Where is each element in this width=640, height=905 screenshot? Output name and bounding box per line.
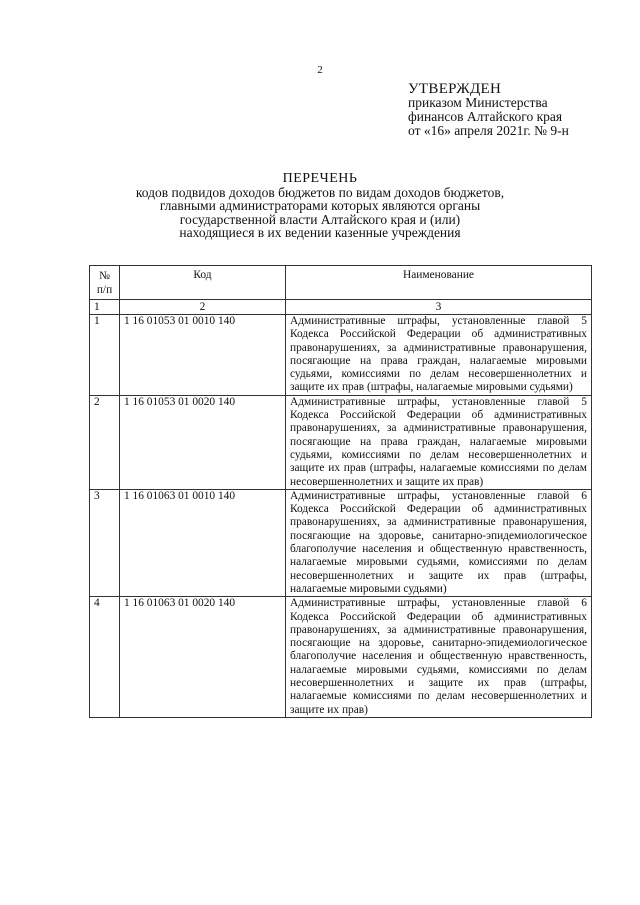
title-line: главными администраторами которых являются органы (159, 198, 481, 214)
table-header-row (90, 266, 592, 300)
title-line: государственной власти Алтайского края и (или) (179, 211, 461, 227)
row-code: 1 16 01063 01 0010 140 (120, 489, 286, 596)
header-number (90, 266, 120, 300)
row-number: 2 (90, 395, 120, 489)
column-index: 3 (286, 300, 592, 315)
table-row (90, 395, 592, 489)
title-heading: ПЕРЕЧЕНЬ (282, 171, 358, 186)
approval-block (408, 82, 569, 138)
table-row (90, 315, 592, 396)
row-name: Административные штрафы, установленные главой 5 Кодекса Российской Федерации об административных правонарушениях, за административные правонарушения, посягающие на права граждан, налагаемые мировыми судьями, комиссиями по делам несовершеннолетних и защите их прав (штрафы, налагаемые мировыми судьями) (286, 315, 592, 396)
approval-heading: УТВЕРЖДЕН (408, 81, 502, 97)
row-name: Административные штрафы, установленные главой 5 Кодекса Российской Федерации об административных правонарушениях, за административные правонарушения, посягающие на права граждан, налагаемые мировыми судьями, комиссиями по делам несовершеннолетних и защите их прав (штрафы, налагаемые комиссиями по делам несовершеннолетних и защите их прав) (286, 395, 592, 489)
title-line: кодов подвидов доходов бюджетов по видам доходов бюджетов, (135, 184, 505, 200)
income-codes-table (89, 265, 592, 718)
header-name: Наименование (286, 266, 592, 300)
approval-line: приказом Министерства (408, 95, 548, 110)
row-name: Административные штрафы, установленные главой 6 Кодекса Российской Федерации об административных правонарушениях, за административные правонарушения, посягающие на здоровье, санитарно-эпидемиологическое благополучие населения и общественную нравственность, налагаемые мировыми судьями, комиссиями по делам несовершеннолетних и защите их прав (штрафы, налагаемые комиссиями по делам несовершеннолетних и защите их прав) (286, 597, 592, 718)
table-row (90, 489, 592, 596)
document-title (80, 172, 560, 240)
header-code: Код (120, 266, 286, 300)
title-line: находящиеся в их ведении казенные учреждения (179, 225, 461, 241)
row-code: 1 16 01053 01 0020 140 (120, 395, 286, 489)
row-code: 1 16 01063 01 0020 140 (120, 597, 286, 718)
row-number: 3 (90, 489, 120, 596)
column-index: 2 (120, 300, 286, 315)
row-name: Административные штрафы, установленные главой 6 Кодекса Российской Федерации об административных правонарушениях, за административные правонарушения, посягающие на здоровье, санитарно-эпидемиологическое благополучие населения и общественную нравственность, налагаемые мировыми судьями, комиссиями по делам несовершеннолетних и защите их прав (штрафы, налагаемые мировыми судьями) (286, 489, 592, 596)
approval-line: от «16» апреля 2021г. № 9-н (408, 123, 569, 138)
approval-line: финансов Алтайского края (408, 109, 563, 124)
column-index-row (90, 300, 592, 315)
page-number: 2 (317, 64, 323, 76)
header-number-line1: № (99, 270, 110, 282)
row-number: 1 (90, 315, 120, 396)
row-code: 1 16 01053 01 0010 140 (120, 315, 286, 396)
header-number-line2: п/п (96, 284, 113, 296)
table-row (90, 597, 592, 718)
column-index: 1 (90, 300, 120, 315)
row-number: 4 (90, 597, 120, 718)
